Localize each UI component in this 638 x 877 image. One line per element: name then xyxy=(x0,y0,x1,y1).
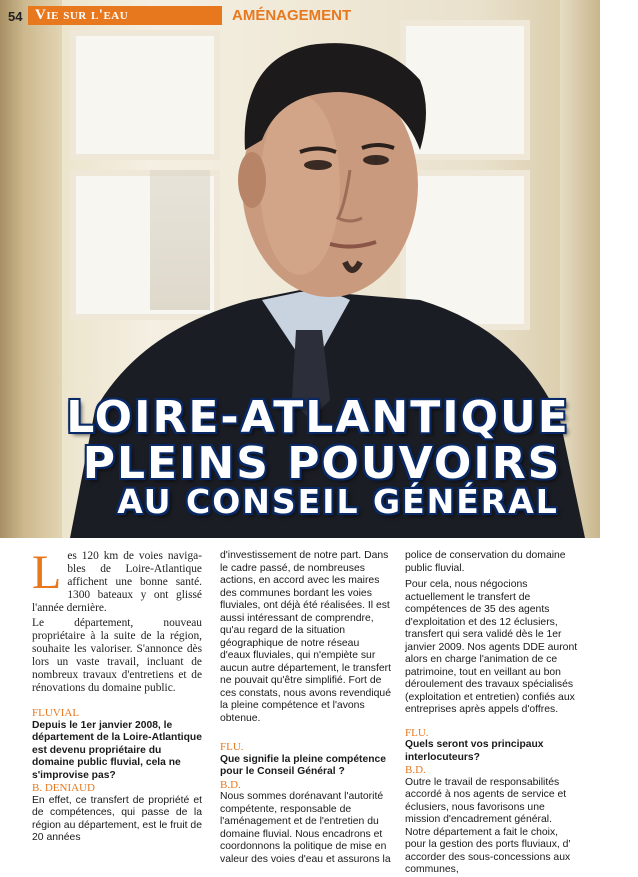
intro-paragraph xyxy=(32,546,202,615)
article-column-1 xyxy=(32,546,202,845)
intro-text: es 120 km de voies naviga-bles de Loire-Atlantique affichent une bonne santé. 1300 bateaux y ont glissé l'année dernière. xyxy=(32,550,202,614)
interview-answer: Nous sommes dorénavant l'autorité compétente, responsable de l'aménagement et de l'entretien du domaine fluvial. Nous encadrons et coordonnons la politique de mise en valeur des voies d'eau et assurons la xyxy=(220,791,391,865)
answer-continuation: d'investissement de notre part. Dans le cadre passé, de nombreuses actions, en accord avec les maires des communes bordant les voies fluviales, ont déjà été réalisées. Il est aussi intéressant de comprendre, qu'au regard de la situation géographique de notre réseau d'eaux fluviales, qui n'empiète sur aucun autre département, le transfert ne pouvait qu'être simplifié. Fort de ces constats, nous avons revendiqué la pleine compétence et l'avons obtenue. xyxy=(220,550,391,724)
article-column-2 xyxy=(220,550,392,866)
speaker-label: B. DENIAUD xyxy=(32,782,95,794)
section-label: Vie sur l'eau xyxy=(35,7,129,23)
speaker-label: FLUVIAL xyxy=(32,707,80,719)
page-number: 54 xyxy=(8,9,23,24)
interview-question: Que signifie la pleine compétence pour le Conseil Général ? xyxy=(220,753,386,777)
answer-continuation: police de conservation du domaine public fluvial. xyxy=(405,550,566,574)
interview-answer: Outre le travail de responsabilités accordé à nos agents de service et éclusiers, nous favorisons une mission d'encadrement général. Notre département a fait le choix, pour la gestion des ports fluviaux, d' accorder des sous-concessions aux communes, xyxy=(405,776,571,875)
speaker-label: B.D. xyxy=(405,764,426,776)
topic-label: AMÉNAGEMENT xyxy=(232,7,352,24)
speaker-label: B.D. xyxy=(220,778,241,791)
answer-paragraph: Pour cela, nous négocions actuellement le transfert de compétences de 35 des agents d'exploitation et des 12 éclusiers, transfert qui sera validé dès le 1er janvier 2009. Nos agents DDE auront alors en charge l'animation de ce patrimoine, tout en veillant au bon déroulement des travaux spécialisés (exploitation et entretien) confiés aux entreprises après appels d'offres. xyxy=(405,579,578,715)
speaker-label: FLU. xyxy=(405,726,429,739)
interview-question: Depuis le 1er janvier 2008, le département de la Loire-Atlantique est devenu propriétaire du domaine public fluvial, cela ne s'improvise pas? xyxy=(32,719,202,781)
interview-question: Quels seront vos principaux interlocuteurs? xyxy=(405,739,544,763)
headline-line-3: AU CONSEIL GÉNÉRAL xyxy=(117,482,559,521)
drop-cap: L xyxy=(32,546,62,599)
interview-answer: En effet, ce transfert de propriété et de compétences, qui passe de la région au département, est le fruit de 20 années xyxy=(32,794,202,843)
headline-line-1: LOIRE-ATLANTIQUE xyxy=(66,392,570,443)
headline-line-2: PLEINS POUVOIRS xyxy=(82,438,562,489)
article-column-3 xyxy=(405,550,580,877)
speaker-label: FLU. xyxy=(220,741,244,753)
intro-paragraph-2: Le département, nouveau propriétaire à la suite de la région, souhaite les valoriser. S'annonce dès lors un vaste travail, incluant de nombreux travaux d'entretiens et de rénovations du domaine public. xyxy=(32,617,202,694)
